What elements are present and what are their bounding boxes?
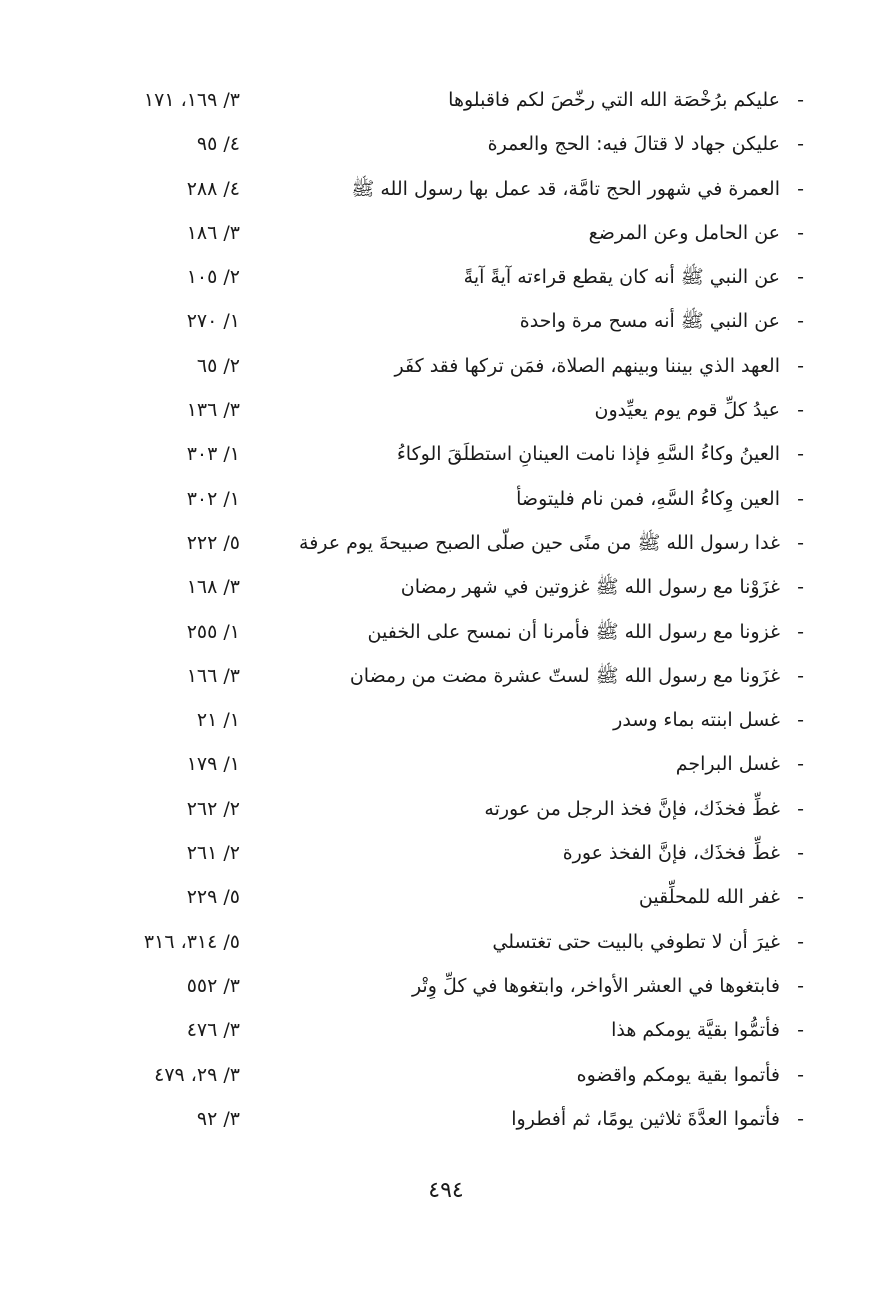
- entry-text: فأتموا العدَّةَ ثلاثين يومًا، ثم أفطروا: [511, 1107, 780, 1130]
- entry-dash: -: [797, 531, 804, 554]
- entry-text: عن النبي ﷺ أنه كان يقطع قراءته آيةً آيةً: [463, 266, 780, 289]
- entry-reference: ٣/ ١٦٩، ١٧١: [143, 89, 240, 111]
- entry-text: غدا رسول الله ﷺ من منًى حين صلّى الصبح صبيحةَ يوم عرفة: [299, 531, 780, 554]
- entry-text: غفر الله للمحلِّقين: [638, 886, 780, 909]
- entry-reference: ١/ ١٧٩: [186, 753, 240, 776]
- hadith-index-list: [0, 78, 892, 1141]
- entry-reference: ٢/ ٢٦١: [186, 842, 240, 865]
- index-entry: [0, 477, 892, 521]
- entry-reference: ٣/ ١٦٦: [186, 664, 240, 687]
- entry-reference: ٢/ ٢٦٢: [186, 797, 240, 820]
- index-entry: [0, 565, 892, 609]
- entry-text: العين وِكاءُ السَّهِ، فمن نام فليتوضأ: [516, 487, 780, 510]
- entry-reference: ٣/ ٥٥٢: [186, 974, 240, 997]
- index-entry: [0, 920, 892, 964]
- entry-dash: -: [797, 1019, 804, 1042]
- entry-reference: ٥/ ٢٢٩: [186, 886, 240, 909]
- entry-dash: -: [797, 709, 804, 732]
- entry-text: العمرة في شهور الحج تامَّة، قد عمل بها رسول الله ﷺ: [351, 177, 780, 200]
- entry-dash: -: [797, 664, 804, 687]
- entry-reference: ١/ ٢١: [196, 709, 240, 732]
- entry-reference: ٤/ ٢٨٨: [186, 177, 240, 200]
- index-entry: [0, 1008, 892, 1052]
- entry-dash: -: [797, 89, 804, 111]
- index-entry: [0, 610, 892, 654]
- entry-text: فأتمُّوا بقيَّة يومكم هذا: [611, 1019, 780, 1042]
- index-entry: [0, 1053, 892, 1097]
- index-entry: [0, 654, 892, 698]
- entry-text: غزَونا مع رسول الله ﷺ لستّ عشرة مضت من رمضان: [349, 664, 780, 687]
- index-entry: [0, 167, 892, 211]
- index-entry: [0, 388, 892, 432]
- entry-dash: -: [797, 487, 804, 510]
- entry-reference: ٣/ ٢٩، ٤٧٩: [154, 1063, 240, 1086]
- entry-text: غيرَ أن لا تطوفي بالبيت حتى تغتسلي: [492, 930, 780, 953]
- entry-text: عن النبي ﷺ أنه مسح مرة واحدة: [519, 310, 780, 333]
- entry-dash: -: [797, 443, 804, 466]
- entry-dash: -: [797, 930, 804, 953]
- index-entry: [0, 964, 892, 1008]
- index-entry: [0, 255, 892, 299]
- entry-dash: -: [797, 177, 804, 200]
- entry-text: العينُ وكاءُ السَّهِ فإذا نامت العينانِ استطلَقَ الوكاءُ: [396, 443, 780, 466]
- entry-reference: ١/ ٣٠٢: [186, 487, 240, 510]
- entry-reference: ١/ ٢٥٥: [186, 620, 240, 643]
- entry-text: عليكم برُخْصَة الله التي رخّصَ لكم فاقبلوها: [448, 89, 780, 111]
- entry-reference: ٢/ ٦٥: [196, 354, 240, 377]
- entry-reference: ١/ ٣٠٣: [186, 443, 240, 466]
- entry-text: غسل البراجم: [675, 753, 780, 776]
- entry-dash: -: [797, 974, 804, 997]
- entry-text: غسل ابنته بماء وسدر: [613, 709, 780, 732]
- entry-text: العهد الذي بيننا وبينهم الصلاة، فمَن تركها فقد كفَر: [394, 354, 780, 377]
- index-entry: [0, 698, 892, 742]
- index-entry: [0, 432, 892, 476]
- entry-dash: -: [797, 354, 804, 377]
- entry-reference: ٣/ ٤٧٦: [186, 1019, 240, 1042]
- entry-dash: -: [797, 221, 804, 244]
- entry-dash: -: [797, 399, 804, 422]
- entry-text: عن الحامل وعن المرضع: [588, 221, 780, 244]
- entry-dash: -: [797, 797, 804, 820]
- entry-reference: ٣/ ٩٢: [196, 1107, 240, 1130]
- entry-text: فأتموا بقية يومكم واقضوه: [576, 1063, 780, 1086]
- index-entry: [0, 831, 892, 875]
- index-entry: [0, 742, 892, 786]
- entry-text: فابتغوها في العشر الأواخر، وابتغوها في كلِّ وِتْر: [411, 974, 780, 997]
- entry-reference: ٣/ ١٦٨: [186, 576, 240, 599]
- entry-dash: -: [797, 1063, 804, 1086]
- entry-dash: -: [797, 266, 804, 289]
- entry-text: عليكن جهاد لا قتالَ فيه: الحج والعمرة: [487, 133, 780, 156]
- page-number: ٤٩٤: [428, 1178, 464, 1203]
- index-entry: [0, 875, 892, 919]
- index-entry: [0, 122, 892, 166]
- entry-dash: -: [797, 1107, 804, 1130]
- entry-text: غزونا مع رسول الله ﷺ فأمرنا أن نمسح على الخفين: [367, 620, 780, 643]
- entry-dash: -: [797, 620, 804, 643]
- index-entry: [0, 344, 892, 388]
- index-entry: [0, 521, 892, 565]
- index-entry: [0, 211, 892, 255]
- entry-dash: -: [797, 842, 804, 865]
- entry-text: غطِّ فخذَك، فإنَّ فخذ الرجل من عورته: [484, 797, 780, 820]
- entry-reference: ٢/ ١٠٥: [186, 266, 240, 289]
- entry-dash: -: [797, 886, 804, 909]
- entry-reference: ٣/ ١٣٦: [186, 399, 240, 422]
- index-entry: [0, 299, 892, 343]
- entry-dash: -: [797, 310, 804, 333]
- index-entry: [0, 78, 892, 122]
- entry-dash: -: [797, 133, 804, 156]
- entry-reference: ٥/ ٢٢٢: [186, 531, 240, 554]
- entry-reference: ٥/ ٣١٤، ٣١٦: [143, 930, 240, 953]
- entry-dash: -: [797, 753, 804, 776]
- entry-reference: ١/ ٢٧٠: [186, 310, 240, 333]
- entry-dash: -: [797, 576, 804, 599]
- entry-reference: ٤/ ٩٥: [196, 133, 240, 156]
- entry-text: عيدُ كلِّ قوم يوم يعيِّدون: [594, 399, 780, 422]
- entry-text: غطِّ فخذَك، فإنَّ الفخذ عورة: [562, 842, 780, 865]
- entry-reference: ٣/ ١٨٦: [186, 221, 240, 244]
- index-entry: [0, 787, 892, 831]
- index-entry: [0, 1097, 892, 1141]
- entry-text: غزَوْنا مع رسول الله ﷺ غزوتين في شهر رمضان: [400, 576, 780, 599]
